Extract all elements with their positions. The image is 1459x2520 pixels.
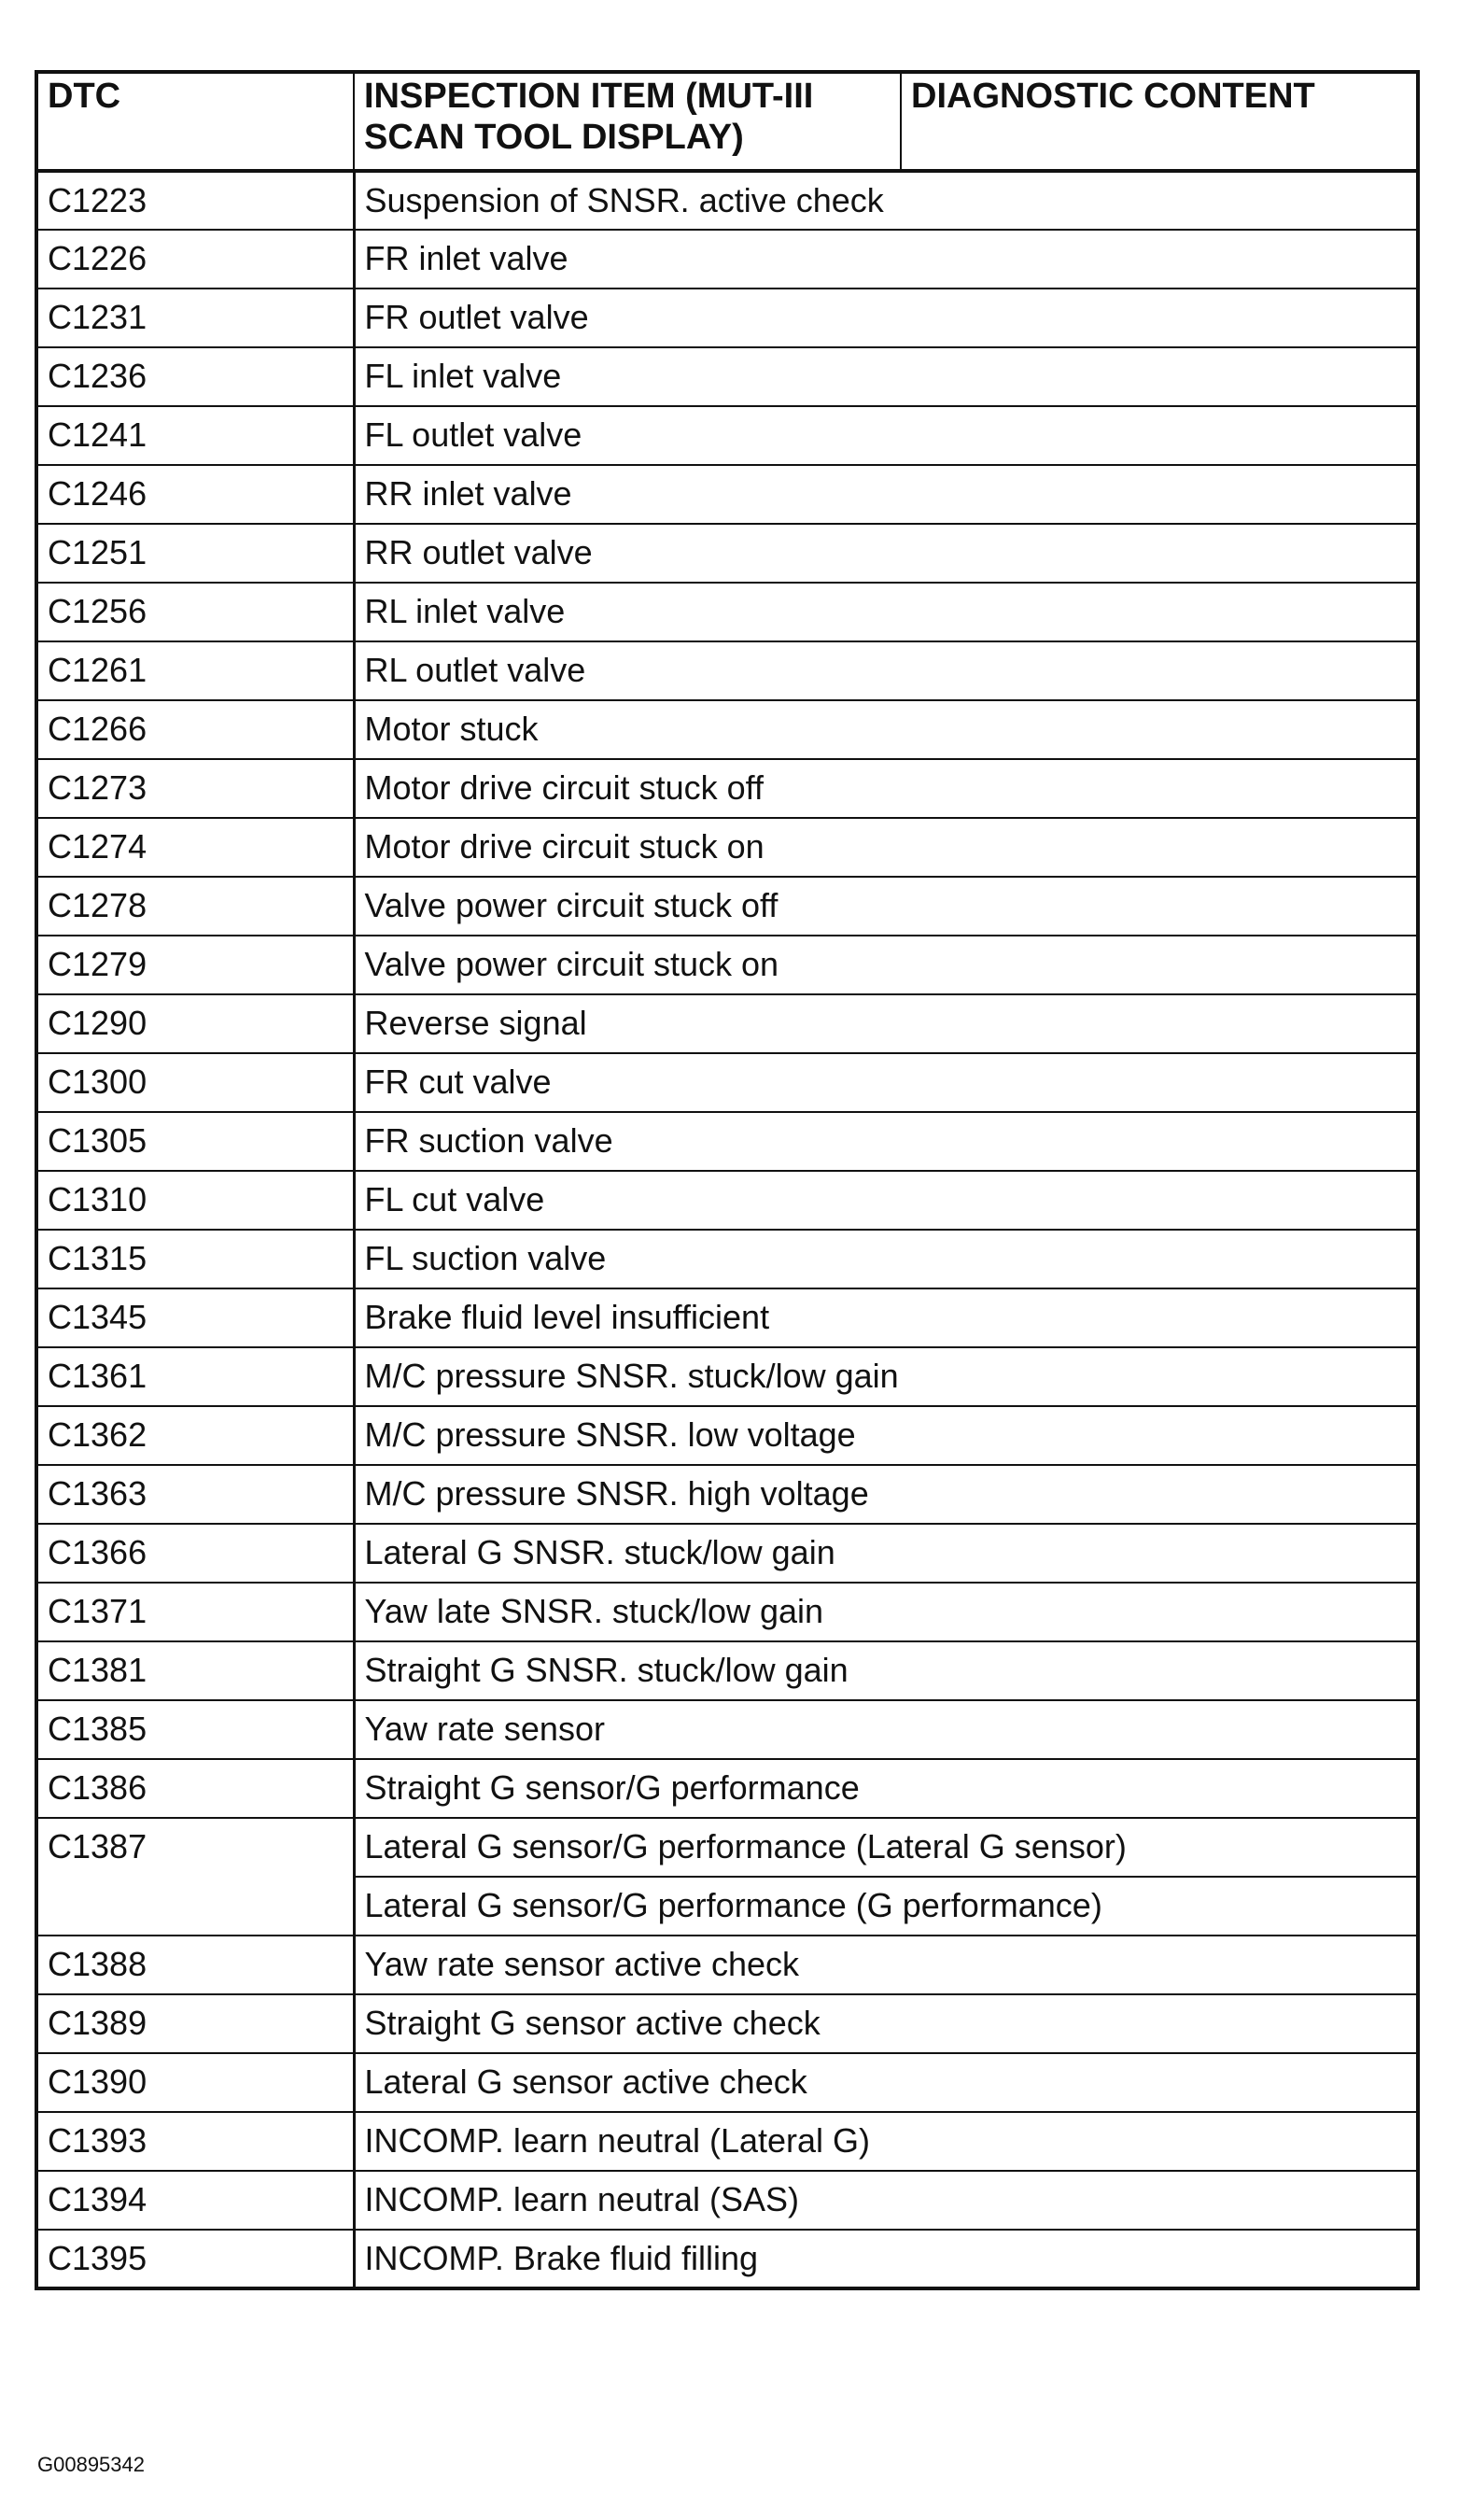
inspection-item-cell: INCOMP. learn neutral (Lateral G) — [354, 2112, 1418, 2171]
figure-id-caption: G00895342 — [37, 2453, 145, 2476]
inspection-item-cell: FL suction valve — [354, 1230, 1418, 1288]
inspection-item-cell: Lateral G SNSR. stuck/low gain — [354, 1524, 1418, 1583]
dtc-code-cell: C1315 — [36, 1230, 354, 1288]
inspection-item-cell: RL outlet valve — [354, 641, 1418, 700]
inspection-item-cell: RR inlet valve — [354, 465, 1418, 524]
dtc-code-cell: C1290 — [36, 994, 354, 1053]
dtc-code-cell: C1223 — [36, 171, 354, 230]
dtc-code-cell: C1273 — [36, 759, 354, 818]
table-row — [36, 1406, 1418, 1465]
table-row — [36, 524, 1418, 583]
inspection-item-cell: FR cut valve — [354, 1053, 1418, 1112]
dtc-code-cell: C1241 — [36, 406, 354, 465]
inspection-item-cell: M/C pressure SNSR. high voltage — [354, 1465, 1418, 1524]
inspection-item-cell: FL outlet valve — [354, 406, 1418, 465]
table-row — [36, 1818, 1418, 1877]
inspection-item-cell: Motor drive circuit stuck on — [354, 818, 1418, 877]
inspection-item-cell: FR outlet valve — [354, 289, 1418, 347]
inspection-item-cell: Lateral G sensor active check — [354, 2053, 1418, 2112]
dtc-code-cell: C1226 — [36, 230, 354, 289]
dtc-code-cell: C1300 — [36, 1053, 354, 1112]
inspection-item-cell: INCOMP. Brake fluid filling — [354, 2230, 1418, 2288]
inspection-item-cell: RR outlet valve — [354, 524, 1418, 583]
inspection-item-cell: M/C pressure SNSR. low voltage — [354, 1406, 1418, 1465]
dtc-code-cell: C1395 — [36, 2230, 354, 2288]
header-diagnostic-content: DIAGNOSTIC CONTENT — [901, 72, 1418, 171]
table-row — [36, 1700, 1418, 1759]
header-dtc: DTC — [36, 72, 354, 171]
table-row — [36, 1936, 1418, 1994]
table-row — [36, 1524, 1418, 1583]
dtc-code-cell: C1305 — [36, 1112, 354, 1171]
table-row — [36, 347, 1418, 406]
inspection-item-cell: Motor stuck — [354, 700, 1418, 759]
inspection-item-cell: INCOMP. learn neutral (SAS) — [354, 2171, 1418, 2230]
dtc-code-cell: C1388 — [36, 1936, 354, 1994]
table-row — [36, 936, 1418, 994]
table-body — [36, 171, 1418, 2288]
inspection-item-cell: FR inlet valve — [354, 230, 1418, 289]
inspection-item-cell: Yaw rate sensor — [354, 1700, 1418, 1759]
dtc-code-cell: C1310 — [36, 1171, 354, 1230]
inspection-item-cell: Straight G SNSR. stuck/low gain — [354, 1641, 1418, 1700]
inspection-item-cell: Motor drive circuit stuck off — [354, 759, 1418, 818]
table-row — [36, 1171, 1418, 1230]
dtc-code-cell: C1279 — [36, 936, 354, 994]
dtc-code-cell: C1361 — [36, 1347, 354, 1406]
table-row — [36, 1347, 1418, 1406]
inspection-item-cell: Yaw rate sensor active check — [354, 1936, 1418, 1994]
inspection-item-cell: Reverse signal — [354, 994, 1418, 1053]
inspection-item-cell: Valve power circuit stuck off — [354, 877, 1418, 936]
inspection-item-cell: Valve power circuit stuck on — [354, 936, 1418, 994]
dtc-code-cell: C1381 — [36, 1641, 354, 1700]
table-row — [36, 1994, 1418, 2053]
dtc-code-cell: C1390 — [36, 2053, 354, 2112]
table-row — [36, 700, 1418, 759]
dtc-table — [35, 70, 1420, 2290]
table-row — [36, 289, 1418, 347]
table-row — [36, 1112, 1418, 1171]
table-row — [36, 465, 1418, 524]
inspection-item-cell: Straight G sensor/G performance — [354, 1759, 1418, 1818]
dtc-code-cell: C1345 — [36, 1288, 354, 1347]
table-row — [36, 2171, 1418, 2230]
table-row — [36, 230, 1418, 289]
dtc-code-cell: C1371 — [36, 1583, 354, 1641]
inspection-item-cell: FL cut valve — [354, 1171, 1418, 1230]
inspection-item-cell: Yaw late SNSR. stuck/low gain — [354, 1583, 1418, 1641]
dtc-code-cell: C1251 — [36, 524, 354, 583]
table-row — [36, 1053, 1418, 1112]
inspection-item-cell: FR suction valve — [354, 1112, 1418, 1171]
table-row — [36, 583, 1418, 641]
dtc-code-cell: C1363 — [36, 1465, 354, 1524]
table-row — [36, 1641, 1418, 1700]
table-row — [36, 818, 1418, 877]
table-row — [36, 2053, 1418, 2112]
table-row — [36, 994, 1418, 1053]
dtc-code-cell: C1266 — [36, 700, 354, 759]
table-row — [36, 641, 1418, 700]
header-inspection-item: INSPECTION ITEM (MUT-III SCAN TOOL DISPLAY) — [354, 72, 901, 171]
dtc-code-cell: C1394 — [36, 2171, 354, 2230]
inspection-item-cell: Straight G sensor active check — [354, 1994, 1418, 2053]
table-row — [36, 1230, 1418, 1288]
table-row — [36, 877, 1418, 936]
table-row — [36, 759, 1418, 818]
table-row — [36, 2230, 1418, 2288]
inspection-item-cell: Brake fluid level insufficient — [354, 1288, 1418, 1347]
inspection-item-cell: Lateral G sensor/G performance (G performance) — [354, 1877, 1418, 1936]
dtc-code-cell: C1385 — [36, 1700, 354, 1759]
dtc-code-cell: C1261 — [36, 641, 354, 700]
table-row — [36, 2112, 1418, 2171]
dtc-code-cell: C1278 — [36, 877, 354, 936]
dtc-code-cell: C1362 — [36, 1406, 354, 1465]
dtc-code-cell: C1246 — [36, 465, 354, 524]
dtc-code-cell: C1389 — [36, 1994, 354, 2053]
dtc-code-cell: C1387 — [36, 1818, 354, 1936]
inspection-item-cell: Lateral G sensor/G performance (Lateral G sensor) — [354, 1818, 1418, 1877]
table-row — [36, 1288, 1418, 1347]
inspection-item-cell: Suspension of SNSR. active check — [354, 171, 1418, 230]
inspection-item-cell: M/C pressure SNSR. stuck/low gain — [354, 1347, 1418, 1406]
table-row — [36, 406, 1418, 465]
inspection-item-cell: FL inlet valve — [354, 347, 1418, 406]
table-header-row — [36, 72, 1418, 171]
dtc-code-cell: C1236 — [36, 347, 354, 406]
dtc-code-cell: C1231 — [36, 289, 354, 347]
dtc-code-cell: C1386 — [36, 1759, 354, 1818]
table-row — [36, 1759, 1418, 1818]
table-row — [36, 171, 1418, 230]
dtc-code-cell: C1366 — [36, 1524, 354, 1583]
table-row — [36, 1583, 1418, 1641]
table-row — [36, 1465, 1418, 1524]
dtc-code-cell: C1393 — [36, 2112, 354, 2171]
inspection-item-cell: RL inlet valve — [354, 583, 1418, 641]
dtc-code-cell: C1274 — [36, 818, 354, 877]
dtc-code-cell: C1256 — [36, 583, 354, 641]
